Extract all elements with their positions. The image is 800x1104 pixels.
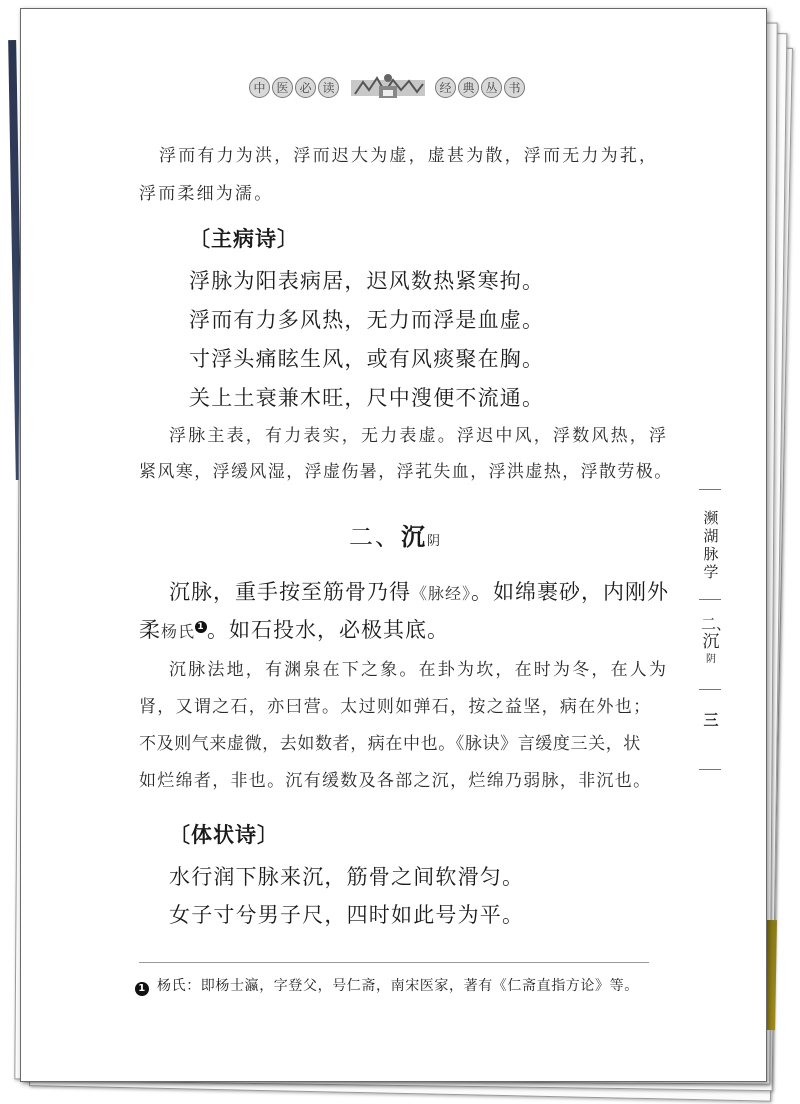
poem-verse: 寸浮头痛眩生风，或有风痰聚在胸。 bbox=[189, 347, 545, 371]
commentary-line: 如烂绵者，非也。沉有缓数及各部之沉，烂绵乃弱脉，非沉也。 bbox=[139, 771, 652, 791]
section-number: 二、 bbox=[349, 523, 401, 551]
commentary-line: 紧风寒，浮缓风湿，浮虚伤暑，浮芤失血，浮洪虚热，浮散劳极。 bbox=[139, 462, 673, 482]
header-char: 读 bbox=[318, 77, 339, 98]
main-text-line bbox=[139, 609, 659, 653]
poem-verse: 女子寸兮男子尺，四时如此号为平。 bbox=[169, 903, 525, 927]
section-sub: 阴 bbox=[427, 534, 441, 549]
sidebar-divider bbox=[699, 489, 721, 490]
main-text: 。如绵裹砂，内刚外 bbox=[471, 580, 670, 604]
commentary-line: 浮脉主表，有力表实，无力表虚。浮迟中风，浮数风热，浮 bbox=[169, 426, 669, 446]
header-char: 医 bbox=[272, 77, 293, 98]
main-text: 。如石投水，必极其底。 bbox=[207, 618, 450, 642]
footnote-text: 杨氏：即杨士瀛，字登父，号仁斋，南宋医家，著有《仁斋直指方论》等。 bbox=[157, 978, 639, 994]
book-page bbox=[20, 8, 767, 1082]
decorative-emblem-icon bbox=[349, 72, 427, 102]
footnote bbox=[135, 975, 655, 996]
poem-verse: 浮脉为阳表病居，迟风数热紧寒拘。 bbox=[189, 269, 545, 293]
sidebar-divider bbox=[699, 769, 721, 770]
header-char: 经 bbox=[435, 77, 456, 98]
page-number: 三 bbox=[703, 711, 719, 729]
chapter-sub: 阴 bbox=[706, 654, 716, 665]
sidebar-chapter bbox=[701, 615, 732, 669]
poem-verse: 浮而有力多风热，无力而浮是血虚。 bbox=[189, 308, 545, 332]
header-char: 中 bbox=[249, 77, 270, 98]
sidebar-book-title bbox=[701, 509, 721, 581]
section-title bbox=[349, 517, 440, 552]
book-title: 濒湖脉学 bbox=[703, 509, 719, 581]
source-citation: 杨氏 bbox=[161, 622, 196, 641]
main-text: 沉脉，重手按至筋骨乃得 bbox=[169, 580, 411, 604]
chapter-name: 沉 bbox=[702, 632, 720, 652]
footnote-rule bbox=[139, 962, 649, 963]
commentary-line: 不及则气来虚微，去如数者，病在中也。《脉诀》言缓度三关，状 bbox=[139, 734, 641, 754]
main-text: 柔 bbox=[139, 618, 161, 642]
poem-heading: 〔体状诗〕 bbox=[169, 823, 279, 847]
header-char: 丛 bbox=[481, 77, 502, 98]
source-citation: 《脉经》 bbox=[411, 584, 472, 603]
header-char: 必 bbox=[295, 77, 316, 98]
footnote-number: 1 bbox=[135, 982, 149, 996]
sidebar-divider bbox=[699, 599, 721, 600]
commentary-line: 肾，又谓之石，亦曰营。太过则如弹石，按之益坚，病在外也； bbox=[139, 697, 652, 717]
poem-verse: 关上土衰兼木旺，尺中溲便不流通。 bbox=[189, 386, 545, 410]
commentary-line: 浮而柔细为濡。 bbox=[139, 184, 274, 204]
poem-verse: 水行润下脉来沉，筋骨之间软滑匀。 bbox=[169, 865, 525, 889]
poem-heading: 〔主病诗〕 bbox=[189, 227, 299, 251]
chapter-number: 二、 bbox=[701, 615, 732, 633]
commentary-line: 浮而有力为洪，浮而迟大为虚，虚甚为散，浮而无力为芤， bbox=[159, 146, 659, 166]
header-char: 典 bbox=[458, 77, 479, 98]
sidebar-divider bbox=[699, 689, 721, 690]
footnote-marker[interactable]: 1 bbox=[195, 621, 207, 633]
commentary-line: 沉脉法地，有渊泉在下之象。在卦为坎，在时为冬，在人为 bbox=[169, 660, 669, 680]
running-header bbox=[249, 69, 527, 105]
header-char: 书 bbox=[504, 77, 525, 98]
section-name: 沉 bbox=[401, 523, 427, 551]
